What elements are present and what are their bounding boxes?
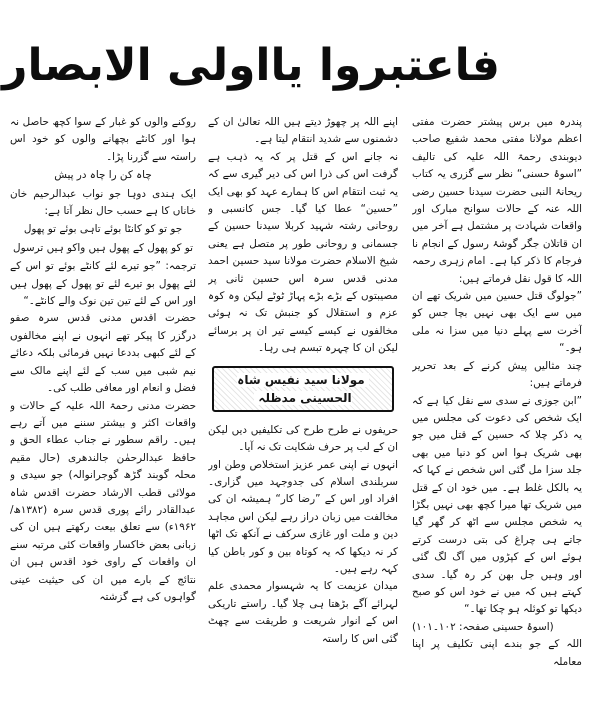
- paragraph: انہوں نے اپنی عمر عزیز استخلاص وطن اور سربلندی اسلام کی جدوجہد میں گزاری۔ افراد اور اس کے ”رضا کار“ ہمیشہ ان کی مخالفت میں زبان دراز رہے لیکن اس مجاہد دین و ملت اور غازی سرکف نے آنکھ تک اٹھا کر نہ دیکھا کہ یہ کوتاہ بین و کور باطن کیا کہہ رہے ہیں۔: [208, 458, 398, 575]
- quote: ”ابن جوزی نے سدی سے نقل کیا ہے کہ ایک شخص کی دعوت کی مجلس میں یہ ذکر چلا کہ حسین کے قتل میں جو بھی شریک ہوا اس کو دنیا میں بھی جلد سزا مل گئی اس شخص نے کہا کہ یہ بالکل غلط ہے۔ میں خود ان کے قتل میں شریک تھا میرا کچھ بھی نہیں بگڑا یہ شخص مجلس سے اٹھ کر گھر گیا جاتے ہی چراغ کی بتی درست کرتے ہوئے اس کے کپڑوں میں آگ لگ گئی اور وہیں جل بھن کر رہ گیا۔ سدی کہتے ہیں کہ میں نے خود اس کو صبح دیکھا تو کوئلہ ہو چکا تھا۔“: [412, 394, 582, 616]
- paragraph: نہ جانے اس کے قتل پر کہ یہ ذہب ہے گرفت اس کی ذرا اس کی دیر گیری سے کہ یہ ثبت انتقام اس کا ہمارے عہد کو بھی ایک ”حسین“ عطا کیا گیا۔ جس کانسبی و روحانی رشتہ شہید کربلا سیدنا حسین کے جسمانی و روحانی طور پر متصل ہے یعنی شیخ الاسلام حضرت مولانا سید حسین احمد مدنی قدس سرہ اس حسین ثانی پر مصیبتوں کے بڑے بڑے پہاڑ ٹوٹے لیکن وہ کوہ عزم و استقلال کو جنبش تک نہ ہوئی مخالفوں نے کیسے کیسے تیر ان پر برسائے لیکن ان کا چہرہ تبسم ہی رہا۔: [208, 150, 398, 355]
- page-headline: فاعتبروا یااولی الابصار: [2, 40, 500, 91]
- citation: (اسوۂ حسینی صفحہ: ۱۰۲۔۱۰۱): [412, 620, 554, 633]
- translation-text: ”جو تیرے لئے کانٹے بوئے تو اس کے لئے پھول بو تیرے لئے تو پھول کے پھول ہیں اور اس کے لئے تین تین نوک والے کانٹے۔“: [10, 260, 196, 308]
- paragraph: میدان عزیمت کا یہ شہسوار محمدی علم لہرائے آگے بڑھتا ہی چلا گیا۔ راستے تاریکی اس کے انوار شریعت و طریقت سے چھٹ گئی اس کا راستہ: [208, 580, 398, 645]
- author-byline-box: [212, 366, 394, 412]
- translation: [10, 258, 196, 310]
- paragraph: اپنے اللہ پر چھوڑ دیتے ہیں اللہ تعالیٰ ان کے دشمنوں سے شدید انتقام لیتا ہے۔: [208, 116, 398, 146]
- paragraph: حریفوں نے طرح طرح کی تکلیفیں دیں لیکن ان کے لب پر حرف شکایت تک نہ آیا۔: [208, 423, 398, 454]
- paragraph: روکنے والوں کو غبار کے سوا کچھ حاصل نہ ہوا اور کانٹے بچھانے والوں کو خود اس راستہ سے گزرنا پڑا۔: [10, 116, 196, 163]
- verse-line: جو تو کو کانٹا بوئے تاہی بوئے تو پھول: [23, 223, 183, 236]
- column-right: [412, 114, 582, 702]
- paragraph: حضرت اقدس مدنی قدس سرہ صفو درگزر کا پیکر تھے انہوں نے اپنے مخالفوں کے لئے کبھی بددعا نہیں فرمائی بلکہ دعائے نیم شبی میں سب کے لئے اپنے مالک سے فضل و انعام اور معافی طلب کی۔: [10, 312, 196, 395]
- author-name: مولانا سید نفیس شاہ الحسینی مدظلہ: [237, 373, 368, 405]
- verse-line: چاہ کن را چاہ در پیش: [54, 169, 152, 182]
- paragraph: اللہ کے جو بندے اپنی تکلیف پر اپنا معاملہ: [412, 638, 582, 668]
- verse-line: تو کو پھول کے پھول ہیں واکو ہیں ترسول: [13, 241, 193, 254]
- column-left: [10, 114, 196, 702]
- quote: ”جولوگ قتل حسین میں شریک تھے ان میں سے ایک بھی نہیں بچا جس کو آخرت سے پہلے دنیا میں سزا نہ ملی ہو۔“: [412, 290, 582, 355]
- paragraph: حضرت مدنی رحمۃ اللہ علیہ کے حالات و واقعات اکثر و بیشتر سننے میں آتے رہے ہیں۔ راقم سطور نے جناب عطاء الحق و حافظ عبدالرحمٰن جالندھری (حال مقیم محلہ گوبند گڑھ گوجرانوالہ) جو سیدی و مولائی قطب الارشاد حضرت اقدس شاہ عبدالقادر رائے پوری قدس سرہ (۱۳۸۲ھ/۱۹۶۲ء) سے تعلق بیعت رکھتے ہیں ان کی زبانی بعض خاکسار واقعات کئی مرتبہ سنے ان واقعات کے راوی خود اقدس ہیں ان نتائج کے بارے میں ان کی حیثیت عینی گواہوں کی ہے گزشتہ: [10, 399, 196, 603]
- translation-label: ترجمہ:: [165, 260, 196, 273]
- paragraph: ایک ہندی دوہا جو نواب عبدالرحیم خان خاناں کا ہے حسب حال نظر آتا ہے:: [10, 187, 196, 218]
- paragraph: چند مثالیں پیش کرنے کے بعد تحریر فرماتے ہیں:: [412, 359, 582, 390]
- column-middle: [208, 114, 398, 702]
- paragraph: پندرہ میں برس پیشتر حضرت مفتی اعظم مولانا مفتی محمد شفیع صاحب دیوبندی رحمۃ اللہ علیہ کی تالیف ”اسوۂ حسنی“ نظر سے گزری یہ کتاب ریحانۂ النبی حضرت سیدنا حسین رضی اللہ عنہ کے حالات سوانح مبارک اور واقعات شہادت پر مشتمل ہے آخر میں ان قاتلان جگر گوشۂ رسول کے انجام نا فرجام کا ذکر کیا ہے۔ امام زہری رحمہ اللہ کا قول نقل فرماتے ہیں:: [412, 116, 582, 285]
